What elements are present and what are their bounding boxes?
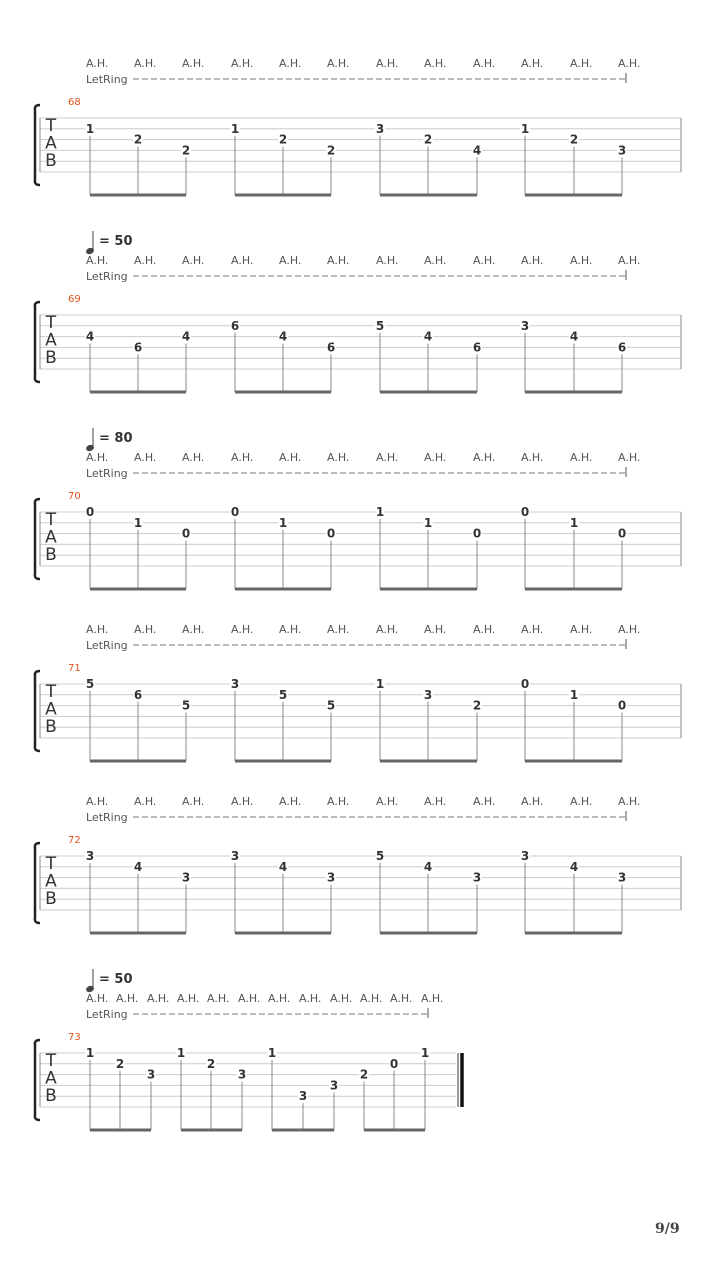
- fret-number: 0: [520, 505, 530, 519]
- measure-number: 68: [68, 97, 81, 108]
- tab-clef-letter: B: [45, 545, 57, 565]
- fret-number: 0: [520, 677, 530, 691]
- tab-clef-letter: A: [45, 699, 57, 720]
- fret-number: 1: [85, 1046, 95, 1060]
- harmonic-marker: A.H.: [570, 795, 593, 808]
- fret-number: 1: [85, 121, 95, 136]
- fret-number: 3: [617, 143, 627, 158]
- harmonic-marker: A.H.: [116, 992, 139, 1005]
- harmonic-marker: A.H.: [279, 795, 302, 808]
- harmonic-marker: A.H.: [134, 57, 157, 70]
- tab-clef-letter: T: [45, 682, 57, 702]
- fret-number: 3: [520, 849, 530, 863]
- measure-number: 71: [68, 663, 81, 674]
- harmonic-marker: A.H.: [182, 57, 205, 70]
- tab-clef-letter: B: [45, 1086, 57, 1106]
- harmonic-marker: A.H.: [182, 795, 205, 808]
- harmonic-marker: A.H.: [327, 254, 350, 267]
- fret-number: 3: [520, 318, 530, 333]
- fret-number: 1: [375, 677, 385, 691]
- tempo-value: = 50: [99, 972, 133, 987]
- harmonic-marker: A.H.: [299, 992, 322, 1005]
- fret-number: 5: [181, 698, 191, 713]
- harmonic-marker: A.H.: [376, 57, 399, 70]
- system-bracket: [35, 671, 40, 751]
- tempo-value: = 80: [99, 431, 133, 446]
- fret-number: 4: [472, 143, 482, 158]
- tab-clef-letter: T: [45, 116, 57, 136]
- fret-number: 3: [298, 1089, 308, 1104]
- fret-number: 0: [230, 505, 240, 519]
- harmonic-marker: A.H.: [421, 992, 444, 1005]
- harmonic-marker: A.H.: [86, 57, 109, 70]
- harmonic-marker: A.H.: [86, 623, 109, 636]
- tab-clef-letter: T: [45, 854, 57, 874]
- tab-clef-letter: A: [45, 527, 57, 548]
- measure-number: 70: [68, 491, 81, 502]
- harmonic-marker: A.H.: [279, 254, 302, 267]
- fret-number: 3: [617, 870, 627, 885]
- fret-number: 5: [375, 849, 385, 863]
- harmonic-marker: A.H.: [424, 57, 447, 70]
- fret-number: 3: [329, 1078, 339, 1093]
- fret-number: 4: [569, 329, 579, 344]
- fret-number: 6: [326, 340, 336, 355]
- harmonic-marker: A.H.: [618, 254, 641, 267]
- fret-number: 3: [375, 121, 385, 136]
- tab-clef-letter: A: [45, 330, 57, 351]
- fret-number: 0: [181, 526, 191, 541]
- harmonic-marker: A.H.: [279, 451, 302, 464]
- tab-clef-letter: B: [45, 889, 57, 909]
- harmonic-marker: A.H.: [424, 451, 447, 464]
- harmonic-marker: A.H.: [473, 57, 496, 70]
- harmonic-marker: A.H.: [521, 57, 544, 70]
- harmonic-marker: A.H.: [279, 623, 302, 636]
- fret-number: 4: [181, 329, 191, 344]
- fret-number: 1: [375, 505, 385, 519]
- harmonic-marker: A.H.: [279, 57, 302, 70]
- harmonic-marker: A.H.: [327, 57, 350, 70]
- harmonic-marker: A.H.: [521, 795, 544, 808]
- system-bracket: [35, 105, 40, 185]
- fret-number: 3: [423, 687, 433, 702]
- tab-clef-letter: A: [45, 133, 57, 154]
- fret-number: 1: [520, 121, 530, 136]
- harmonic-marker: A.H.: [360, 992, 383, 1005]
- harmonic-marker: A.H.: [134, 451, 157, 464]
- fret-number: 3: [85, 849, 95, 863]
- harmonic-marker: A.H.: [268, 992, 291, 1005]
- fret-number: 3: [181, 870, 191, 885]
- fret-number: 3: [472, 870, 482, 885]
- fret-number: 2: [206, 1056, 216, 1071]
- fret-number: 3: [146, 1067, 156, 1082]
- fret-number: 1: [133, 515, 143, 530]
- harmonic-marker: A.H.: [376, 623, 399, 636]
- harmonic-marker: A.H.: [618, 57, 641, 70]
- fret-number: 0: [85, 505, 95, 519]
- fret-number: 3: [326, 870, 336, 885]
- fret-number: 5: [326, 698, 336, 713]
- harmonic-marker: A.H.: [86, 451, 109, 464]
- fret-number: 3: [230, 849, 240, 863]
- harmonic-marker: A.H.: [231, 254, 254, 267]
- tab-clef-letter: A: [45, 1068, 57, 1089]
- harmonic-marker: A.H.: [376, 451, 399, 464]
- harmonic-marker: A.H.: [231, 795, 254, 808]
- system-bracket: [35, 1040, 40, 1120]
- measure-number: 72: [68, 835, 81, 846]
- harmonic-marker: A.H.: [618, 451, 641, 464]
- harmonic-marker: A.H.: [570, 57, 593, 70]
- fret-number: 4: [278, 329, 288, 344]
- fret-number: 5: [278, 687, 288, 702]
- fret-number: 1: [423, 515, 433, 530]
- harmonic-marker: A.H.: [473, 795, 496, 808]
- harmonic-marker: A.H.: [327, 623, 350, 636]
- measure-number: 73: [68, 1032, 81, 1043]
- fret-number: 1: [278, 515, 288, 530]
- fret-number: 6: [472, 340, 482, 355]
- fret-number: 2: [569, 132, 579, 147]
- fret-number: 4: [85, 329, 95, 344]
- fret-number: 2: [423, 132, 433, 147]
- harmonic-marker: A.H.: [147, 992, 170, 1005]
- harmonic-marker: A.H.: [521, 623, 544, 636]
- fret-number: 0: [326, 526, 336, 541]
- fret-number: 4: [569, 859, 579, 874]
- tab-clef-letter: A: [45, 871, 57, 892]
- fret-number: 2: [359, 1067, 369, 1082]
- tab-clef-letter: B: [45, 151, 57, 171]
- let-ring-label: LetRing: [86, 811, 128, 824]
- fret-number: 6: [617, 340, 627, 355]
- fret-number: 1: [569, 515, 579, 530]
- fret-number: 2: [326, 143, 336, 158]
- harmonic-marker: A.H.: [231, 623, 254, 636]
- tab-clef-letter: T: [45, 313, 57, 333]
- fret-number: 1: [267, 1046, 277, 1060]
- tab-clef-letter: B: [45, 717, 57, 737]
- harmonic-marker: A.H.: [330, 992, 353, 1005]
- fret-number: 4: [278, 859, 288, 874]
- harmonic-marker: A.H.: [376, 254, 399, 267]
- system-bracket: [35, 302, 40, 382]
- harmonic-marker: A.H.: [473, 623, 496, 636]
- harmonic-marker: A.H.: [424, 795, 447, 808]
- harmonic-marker: A.H.: [231, 57, 254, 70]
- harmonic-marker: A.H.: [231, 451, 254, 464]
- fret-number: 1: [420, 1046, 430, 1060]
- fret-number: 5: [375, 318, 385, 333]
- system-bracket: [35, 843, 40, 923]
- fret-number: 6: [230, 318, 240, 333]
- harmonic-marker: A.H.: [182, 451, 205, 464]
- let-ring-label: LetRing: [86, 73, 128, 86]
- fret-number: 0: [617, 526, 627, 541]
- harmonic-marker: A.H.: [570, 623, 593, 636]
- fret-number: 0: [617, 698, 627, 713]
- fret-number: 1: [230, 121, 240, 136]
- system-bracket: [35, 499, 40, 579]
- tab-clef-letter: T: [45, 1051, 57, 1071]
- harmonic-marker: A.H.: [390, 992, 413, 1005]
- harmonic-marker: A.H.: [327, 451, 350, 464]
- fret-number: 4: [423, 859, 433, 874]
- fret-number: 0: [389, 1056, 399, 1071]
- fret-number: 6: [133, 687, 143, 702]
- harmonic-marker: A.H.: [618, 795, 641, 808]
- harmonic-marker: A.H.: [182, 254, 205, 267]
- fret-number: 3: [230, 677, 240, 691]
- harmonic-marker: A.H.: [182, 623, 205, 636]
- fret-number: 2: [278, 132, 288, 147]
- harmonic-marker: A.H.: [473, 254, 496, 267]
- fret-number: 2: [115, 1056, 125, 1071]
- harmonic-marker: A.H.: [86, 254, 109, 267]
- tempo-value: = 50: [99, 234, 133, 249]
- fret-number: 2: [181, 143, 191, 158]
- harmonic-marker: A.H.: [424, 623, 447, 636]
- harmonic-marker: A.H.: [177, 992, 200, 1005]
- harmonic-marker: A.H.: [327, 795, 350, 808]
- tab-clef-letter: T: [45, 510, 57, 530]
- fret-number: 5: [85, 677, 95, 691]
- harmonic-marker: A.H.: [134, 254, 157, 267]
- harmonic-marker: A.H.: [134, 795, 157, 808]
- harmonic-marker: A.H.: [207, 992, 230, 1005]
- harmonic-marker: A.H.: [86, 992, 109, 1005]
- harmonic-marker: A.H.: [238, 992, 261, 1005]
- fret-number: 4: [423, 329, 433, 344]
- let-ring-label: LetRing: [86, 467, 128, 480]
- fret-number: 0: [472, 526, 482, 541]
- harmonic-marker: A.H.: [570, 451, 593, 464]
- page-number: 9/9: [655, 1221, 680, 1237]
- tab-clef-letter: B: [45, 348, 57, 368]
- fret-number: 6: [133, 340, 143, 355]
- measure-number: 69: [68, 294, 81, 305]
- let-ring-label: LetRing: [86, 1008, 128, 1021]
- harmonic-marker: A.H.: [376, 795, 399, 808]
- harmonic-marker: A.H.: [618, 623, 641, 636]
- fret-number: 4: [133, 859, 143, 874]
- fret-number: 3: [237, 1067, 247, 1082]
- harmonic-marker: A.H.: [86, 795, 109, 808]
- fret-number: 1: [176, 1046, 186, 1060]
- harmonic-marker: A.H.: [424, 254, 447, 267]
- harmonic-marker: A.H.: [570, 254, 593, 267]
- let-ring-label: LetRing: [86, 639, 128, 652]
- harmonic-marker: A.H.: [521, 451, 544, 464]
- harmonic-marker: A.H.: [521, 254, 544, 267]
- fret-number: 1: [569, 687, 579, 702]
- fret-number: 2: [133, 132, 143, 147]
- fret-number: 2: [472, 698, 482, 713]
- harmonic-marker: A.H.: [473, 451, 496, 464]
- harmonic-marker: A.H.: [134, 623, 157, 636]
- let-ring-label: LetRing: [86, 270, 128, 283]
